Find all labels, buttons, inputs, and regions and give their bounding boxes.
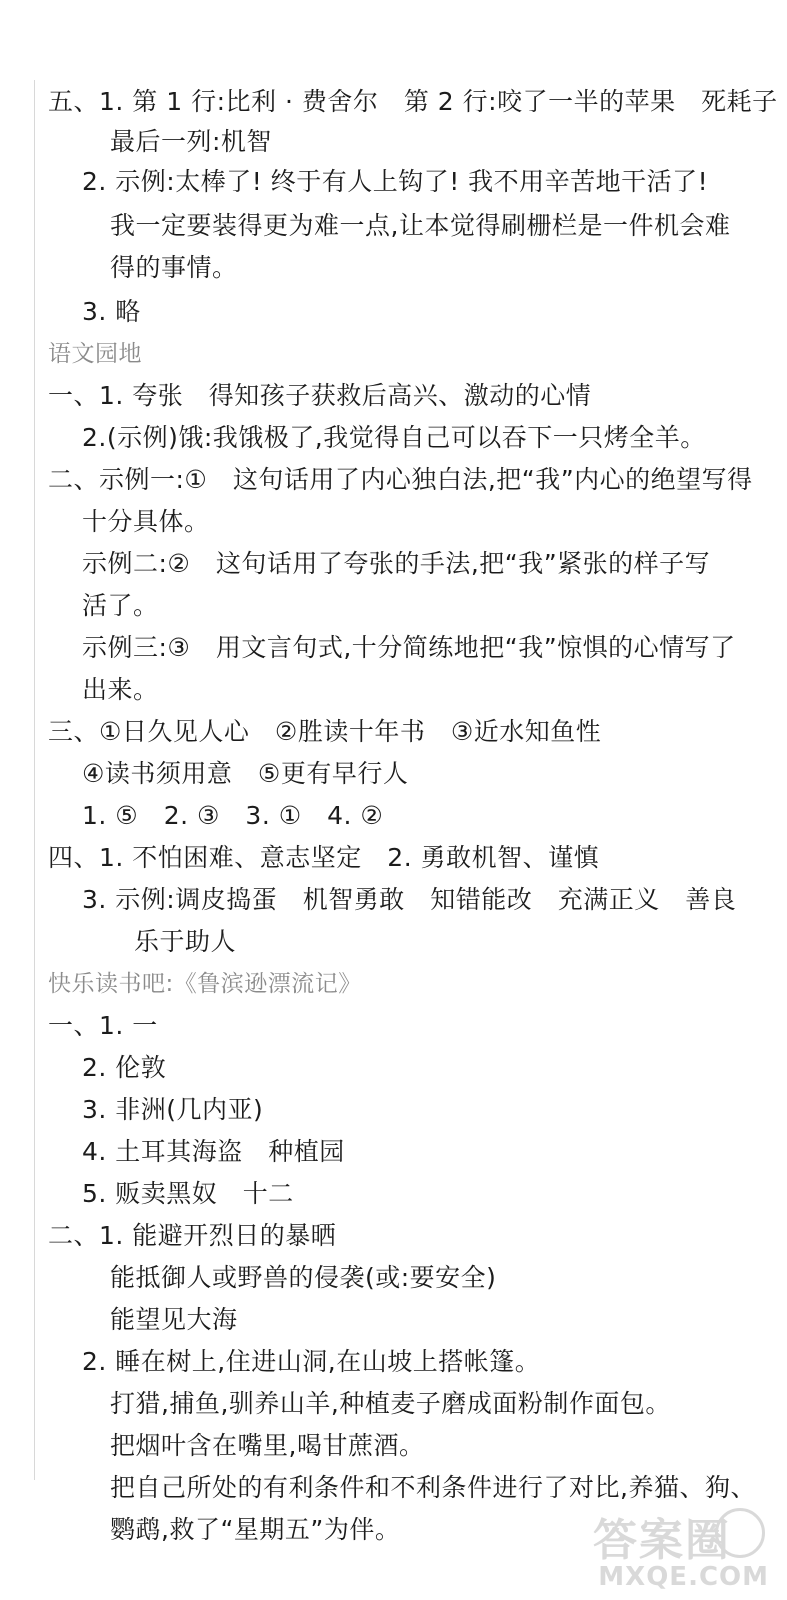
text-line: 十分具体。 — [82, 507, 210, 536]
text-line: 鹦鹉,救了“星期五”为伴。 — [110, 1515, 401, 1544]
text-line: 二、1. 能避开烈日的暴晒 — [48, 1221, 337, 1250]
text-line: 五、1. 第 1 行:比利 · 费舍尔 第 2 行:咬了一半的苹果 死耗子 — [48, 87, 778, 116]
watermark-logo — [569, 1504, 769, 1594]
text-line: 能抵御人或野兽的侵袭(或:要安全) — [110, 1263, 497, 1292]
text-line: 3. 略 — [82, 297, 141, 326]
text-line: 2. 睡在树上,住进山洞,在山坡上搭帐篷。 — [82, 1347, 541, 1376]
text-line: 出来。 — [82, 675, 159, 704]
section-heading: 快乐读书吧:《鲁滨逊漂流记》 — [48, 971, 362, 997]
text-line: 2. 示例:太棒了! 终于有人上钩了! 我不用辛苦地干活了! — [82, 167, 709, 196]
text-line: 一、1. 夸张 得知孩子获救后高兴、激动的心情 — [48, 381, 592, 410]
text-line: 最后一列:机智 — [110, 127, 272, 156]
text-line: 乐于助人 — [134, 927, 237, 956]
text-line: 把自己所处的有利条件和不利条件进行了对比,养猫、狗、 — [110, 1473, 756, 1502]
section-heading: 语文园地 — [48, 341, 142, 367]
text-line: 示例二:② 这句话用了夸张的手法,把“我”紧张的样子写 — [82, 549, 711, 578]
text-line: 四、1. 不怕困难、意志坚定 2. 勇敢机智、谨慎 — [48, 843, 600, 872]
text-line: 能望见大海 — [110, 1305, 238, 1334]
text-line: 活了。 — [82, 591, 159, 620]
text-line: 一、1. 一 — [48, 1011, 158, 1040]
text-line: 打猎,捕鱼,驯养山羊,种植麦子磨成面粉制作面包。 — [110, 1389, 671, 1418]
text-line: 4. 土耳其海盗 种植园 — [82, 1137, 345, 1166]
text-line: 5. 贩卖黑奴 十二 — [82, 1179, 294, 1208]
text-line: 3. 非洲(几内亚) — [82, 1095, 264, 1124]
watermark-url: MXQE.COM — [598, 1562, 769, 1592]
text-line: 示例三:③ 用文言句式,十分简练地把“我”惊惧的心情写了 — [82, 633, 736, 662]
text-line: 3. 示例:调皮捣蛋 机智勇敢 知错能改 充满正义 善良 — [82, 885, 737, 914]
text-line: 把烟叶含在嘴里,喝甘蔗酒。 — [110, 1431, 425, 1460]
text-line: 得的事情。 — [110, 253, 238, 282]
margin-rule — [34, 80, 35, 1480]
text-line: 1. ⑤ 2. ③ 3. ① 4. ② — [82, 801, 384, 830]
watermark-badge-icon — [715, 1508, 765, 1558]
text-line: ④读书须用意 ⑤更有早行人 — [82, 759, 409, 788]
text-line: 2.(示例)饿:我饿极了,我觉得自己可以吞下一只烤全羊。 — [82, 423, 706, 452]
watermark-text: 答案圈 — [593, 1515, 731, 1566]
text-line: 三、①日久见人心 ②胜读十年书 ③近水知鱼性 — [48, 717, 602, 746]
text-line: 我一定要装得更为难一点,让本觉得刷栅栏是一件机会难 — [110, 211, 731, 240]
text-line: 2. 伦敦 — [82, 1053, 167, 1082]
text-line: 二、示例一:① 这句话用了内心独白法,把“我”内心的绝望写得 — [48, 465, 753, 494]
